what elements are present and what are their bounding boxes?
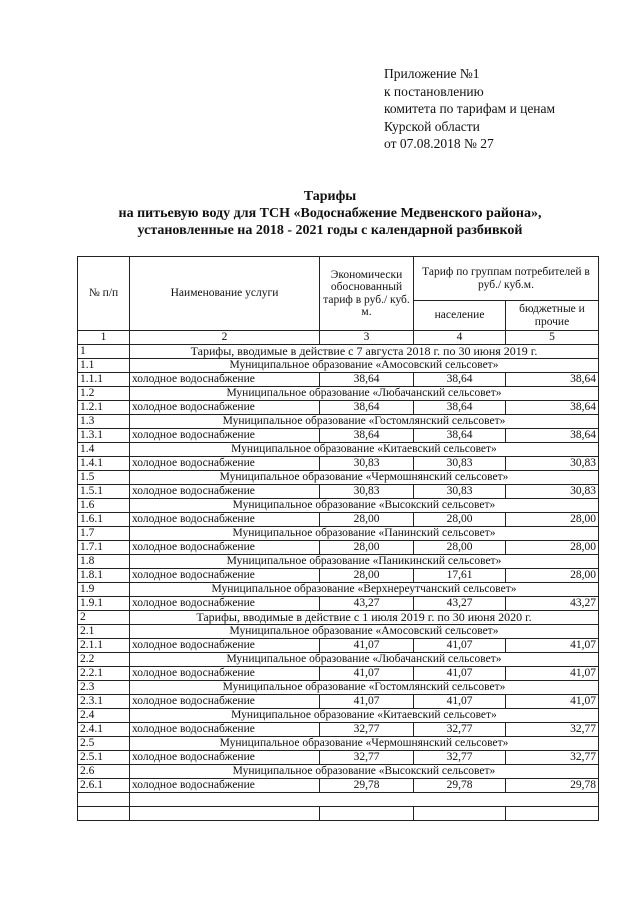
municipality-name: Муниципальное образование «Высокский сельсовет» bbox=[130, 499, 599, 513]
population-tariff: 41,07 bbox=[414, 639, 506, 653]
col-index: 2 bbox=[130, 331, 320, 345]
econ-tariff: 28,00 bbox=[320, 569, 414, 583]
population-tariff bbox=[414, 806, 506, 820]
table-row bbox=[78, 457, 599, 471]
table-row bbox=[78, 541, 599, 555]
document-title bbox=[60, 188, 600, 239]
econ-tariff: 28,00 bbox=[320, 513, 414, 527]
header-budget: бюджетные и прочие bbox=[506, 301, 599, 331]
municipality-name: Муниципальное образование «Высокский сельсовет» bbox=[130, 765, 599, 779]
service-name: холодное водоснабжение bbox=[130, 695, 320, 709]
row-num: 2.5 bbox=[78, 737, 130, 751]
row-num: 1.4.1 bbox=[78, 457, 130, 471]
budget-tariff: 41,07 bbox=[506, 667, 599, 681]
service-name: холодное водоснабжение bbox=[130, 541, 320, 555]
municipality-row bbox=[78, 583, 599, 597]
municipality-row bbox=[78, 499, 599, 513]
header-econ: Экономически обоснованный тариф в руб./ куб. м. bbox=[320, 257, 414, 331]
econ-tariff: 38,64 bbox=[320, 373, 414, 387]
municipality-name: Муниципальное образование «Гостомлянский сельсовет» bbox=[130, 681, 599, 695]
title-line: на питьевую воду для ТСН «Водоснабжение Медвенского района», bbox=[118, 206, 542, 221]
budget-tariff: 38,64 bbox=[506, 373, 599, 387]
row-num: 1.6.1 bbox=[78, 513, 130, 527]
municipality-name: Муниципальное образование «Чермошнянский сельсовет» bbox=[130, 471, 599, 485]
econ-tariff: 30,83 bbox=[320, 457, 414, 471]
row-num: 1.5.1 bbox=[78, 485, 130, 499]
header-num: № п/п bbox=[78, 257, 130, 331]
table-row bbox=[78, 667, 599, 681]
row-num: 2.1 bbox=[78, 625, 130, 639]
population-tariff: 43,27 bbox=[414, 597, 506, 611]
row-num: 1.1 bbox=[78, 359, 130, 373]
row-num: 1.9.1 bbox=[78, 597, 130, 611]
table-body bbox=[78, 345, 599, 821]
table-row bbox=[78, 401, 599, 415]
service-name: холодное водоснабжение bbox=[130, 639, 320, 653]
municipality-row bbox=[78, 443, 599, 457]
municipality-row bbox=[78, 681, 599, 695]
population-tariff: 38,64 bbox=[414, 429, 506, 443]
col-index: 5 bbox=[506, 331, 599, 345]
municipality-row bbox=[78, 527, 599, 541]
row-num: 1 bbox=[78, 345, 130, 359]
budget-tariff: 32,77 bbox=[506, 723, 599, 737]
column-index-row bbox=[78, 331, 599, 345]
appendix-line: Курской области bbox=[384, 118, 480, 134]
table-row bbox=[78, 695, 599, 709]
table-row bbox=[78, 639, 599, 653]
appendix-line: от 07.08.2018 № 27 bbox=[384, 136, 494, 151]
municipality-row bbox=[78, 555, 599, 569]
municipality-name: Муниципальное образование «Амосовский сельсовет» bbox=[130, 359, 599, 373]
service-name: холодное водоснабжение bbox=[130, 751, 320, 765]
row-num: 2.2 bbox=[78, 653, 130, 667]
municipality-name: Муниципальное образование «Любачанский сельсовет» bbox=[130, 387, 599, 401]
period-row bbox=[78, 611, 599, 625]
population-tariff: 41,07 bbox=[414, 667, 506, 681]
service-name: холодное водоснабжение bbox=[130, 373, 320, 387]
row-num bbox=[78, 806, 130, 820]
budget-tariff: 30,83 bbox=[506, 485, 599, 499]
econ-tariff: 38,64 bbox=[320, 429, 414, 443]
budget-tariff: 43,27 bbox=[506, 597, 599, 611]
municipality-name: Муниципальное образование «Панинский сельсовет» bbox=[130, 527, 599, 541]
municipality-name: Муниципальное образование «Амосовский сельсовет» bbox=[130, 625, 599, 639]
municipality-name: Муниципальное образование «Чермошнянский сельсовет» bbox=[130, 737, 599, 751]
service-name: холодное водоснабжение bbox=[130, 667, 320, 681]
econ-tariff: 30,83 bbox=[320, 485, 414, 499]
row-num: 2.4 bbox=[78, 709, 130, 723]
population-tariff: 41,07 bbox=[414, 695, 506, 709]
service-name: холодное водоснабжение bbox=[130, 513, 320, 527]
row-num: 1.1.1 bbox=[78, 373, 130, 387]
municipality-name: Муниципальное образование «Верхнереутчанский сельсовет» bbox=[130, 583, 599, 597]
service-name: холодное водоснабжение bbox=[130, 597, 320, 611]
appendix-line: к постановлению bbox=[384, 83, 484, 99]
row-num: 2.5.1 bbox=[78, 751, 130, 765]
municipality-row bbox=[78, 737, 599, 751]
row-num: 2.6.1 bbox=[78, 779, 130, 793]
title-line: установленные на 2018 - 2021 годы с календарной разбивкой bbox=[137, 223, 523, 238]
budget-tariff: 28,00 bbox=[506, 569, 599, 583]
row-num: 2.3.1 bbox=[78, 695, 130, 709]
econ-tariff: 28,00 bbox=[320, 541, 414, 555]
table-row bbox=[78, 806, 599, 820]
budget-tariff: 38,64 bbox=[506, 429, 599, 443]
population-tariff: 17,61 bbox=[414, 569, 506, 583]
row-num: 1.8.1 bbox=[78, 569, 130, 583]
econ-tariff: 43,27 bbox=[320, 597, 414, 611]
service-name: холодное водоснабжение bbox=[130, 569, 320, 583]
service-name: холодное водоснабжение bbox=[130, 723, 320, 737]
budget-tariff bbox=[506, 806, 599, 820]
budget-tariff: 38,64 bbox=[506, 401, 599, 415]
municipality-row bbox=[78, 471, 599, 485]
municipality-row bbox=[78, 765, 599, 779]
table-row bbox=[78, 429, 599, 443]
row-num: 2.4.1 bbox=[78, 723, 130, 737]
row-num: 1.3.1 bbox=[78, 429, 130, 443]
budget-tariff: 41,07 bbox=[506, 639, 599, 653]
municipality-row bbox=[78, 625, 599, 639]
municipality-name bbox=[130, 793, 599, 807]
row-num: 1.9 bbox=[78, 583, 130, 597]
population-tariff: 28,00 bbox=[414, 513, 506, 527]
econ-tariff: 41,07 bbox=[320, 667, 414, 681]
header-name: Наименование услуги bbox=[130, 257, 320, 331]
period-row bbox=[78, 345, 599, 359]
table-row bbox=[78, 723, 599, 737]
header-groups: Тариф по группам потребителей в руб./ куб.м. bbox=[414, 257, 599, 301]
municipality-row bbox=[78, 415, 599, 429]
municipality-name: Муниципальное образование «Китаевский сельсовет» bbox=[130, 443, 599, 457]
table-row bbox=[78, 485, 599, 499]
col-index: 3 bbox=[320, 331, 414, 345]
row-num: 2.3 bbox=[78, 681, 130, 695]
row-num: 2.2.1 bbox=[78, 667, 130, 681]
row-num: 2.6 bbox=[78, 765, 130, 779]
population-tariff: 38,64 bbox=[414, 401, 506, 415]
budget-tariff: 32,77 bbox=[506, 751, 599, 765]
econ-tariff bbox=[320, 806, 414, 820]
row-num: 1.2.1 bbox=[78, 401, 130, 415]
budget-tariff: 41,07 bbox=[506, 695, 599, 709]
header-population: население bbox=[414, 301, 506, 331]
service-name: холодное водоснабжение bbox=[130, 401, 320, 415]
service-name: холодное водоснабжение bbox=[130, 779, 320, 793]
row-num: 1.6 bbox=[78, 499, 130, 513]
population-tariff: 32,77 bbox=[414, 751, 506, 765]
budget-tariff: 30,83 bbox=[506, 457, 599, 471]
econ-tariff: 32,77 bbox=[320, 751, 414, 765]
row-num: 2 bbox=[78, 611, 130, 625]
service-name bbox=[130, 806, 320, 820]
budget-tariff: 29,78 bbox=[506, 779, 599, 793]
service-name: холодное водоснабжение bbox=[130, 457, 320, 471]
population-tariff: 32,77 bbox=[414, 723, 506, 737]
budget-tariff: 28,00 bbox=[506, 513, 599, 527]
period-title: Тарифы, вводимые в действие с 7 августа 2018 г. по 30 июня 2019 г. bbox=[130, 345, 599, 359]
tariff-table bbox=[77, 256, 599, 821]
municipality-row bbox=[78, 653, 599, 667]
population-tariff: 28,00 bbox=[414, 541, 506, 555]
table-row bbox=[78, 779, 599, 793]
table-row bbox=[78, 513, 599, 527]
col-index: 4 bbox=[414, 331, 506, 345]
row-num: 1.7.1 bbox=[78, 541, 130, 555]
econ-tariff: 29,78 bbox=[320, 779, 414, 793]
municipality-row bbox=[78, 387, 599, 401]
table-row bbox=[78, 597, 599, 611]
econ-tariff: 41,07 bbox=[320, 639, 414, 653]
row-num bbox=[78, 793, 130, 807]
appendix-line: Приложение №1 bbox=[384, 66, 480, 81]
service-name: холодное водоснабжение bbox=[130, 485, 320, 499]
appendix-block bbox=[384, 65, 555, 153]
municipality-name: Муниципальное образование «Гостомлянский сельсовет» bbox=[130, 415, 599, 429]
row-num: 1.2 bbox=[78, 387, 130, 401]
population-tariff: 30,83 bbox=[414, 485, 506, 499]
municipality-row bbox=[78, 793, 599, 807]
municipality-row bbox=[78, 359, 599, 373]
econ-tariff: 38,64 bbox=[320, 401, 414, 415]
period-title: Тарифы, вводимые в действие с 1 июля 2019 г. по 30 июня 2020 г. bbox=[130, 611, 599, 625]
econ-tariff: 32,77 bbox=[320, 723, 414, 737]
table-row bbox=[78, 569, 599, 583]
service-name: холодное водоснабжение bbox=[130, 429, 320, 443]
row-num: 2.1.1 bbox=[78, 639, 130, 653]
municipality-name: Муниципальное образование «Китаевский сельсовет» bbox=[130, 709, 599, 723]
municipality-row bbox=[78, 709, 599, 723]
row-num: 1.3 bbox=[78, 415, 130, 429]
municipality-name: Муниципальное образование «Паникинский сельсовет» bbox=[130, 555, 599, 569]
col-index: 1 bbox=[78, 331, 130, 345]
row-num: 1.4 bbox=[78, 443, 130, 457]
row-num: 1.5 bbox=[78, 471, 130, 485]
population-tariff: 29,78 bbox=[414, 779, 506, 793]
econ-tariff: 41,07 bbox=[320, 695, 414, 709]
title-line: Тарифы bbox=[303, 189, 357, 204]
row-num: 1.8 bbox=[78, 555, 130, 569]
table-row bbox=[78, 373, 599, 387]
appendix-line: комитета по тарифам и ценам bbox=[384, 101, 556, 116]
table-row bbox=[78, 751, 599, 765]
population-tariff: 38,64 bbox=[414, 373, 506, 387]
budget-tariff: 28,00 bbox=[506, 541, 599, 555]
municipality-name: Муниципальное образование «Любачанский сельсовет» bbox=[130, 653, 599, 667]
row-num: 1.7 bbox=[78, 527, 130, 541]
population-tariff: 30,83 bbox=[414, 457, 506, 471]
